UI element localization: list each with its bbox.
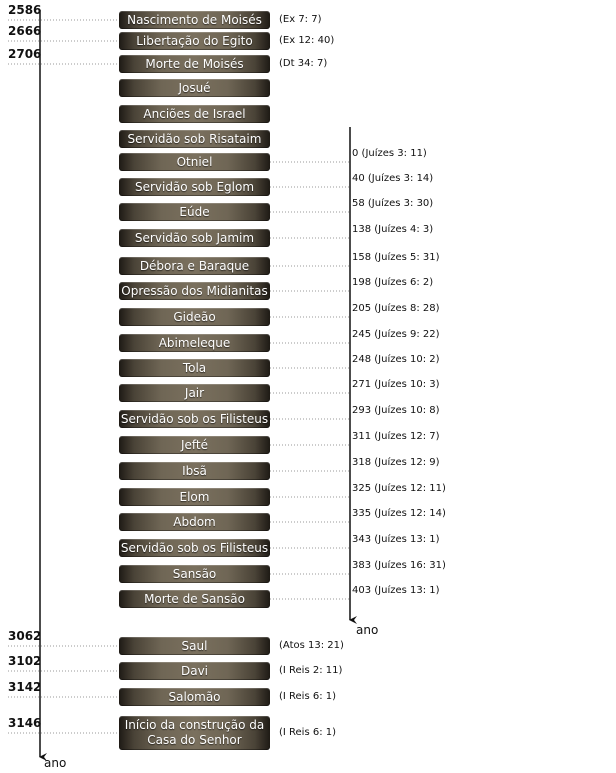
event-box: Eúde	[119, 203, 270, 221]
event-box: Jair	[119, 384, 270, 402]
event-box: Davi	[119, 662, 270, 680]
event-box: Nascimento de Moisés	[119, 11, 270, 29]
event-box: Josué	[119, 79, 270, 97]
event-box: Sansão	[119, 565, 270, 583]
event-year: 3062	[8, 629, 42, 643]
event-reference: (I Reis 6: 1)	[279, 727, 337, 738]
event-box: Débora e Baraque	[119, 257, 270, 275]
event-reference: 343 (Juízes 13: 1)	[352, 534, 440, 545]
event-reference: 403 (Juízes 13: 1)	[352, 585, 440, 596]
event-box: Jefté	[119, 436, 270, 454]
event-reference: 383 (Juízes 16: 31)	[352, 560, 446, 571]
event-reference: 245 (Juízes 9: 22)	[352, 329, 440, 340]
event-reference: (Atos 13: 21)	[279, 640, 344, 651]
event-reference: 158 (Juízes 5: 31)	[352, 252, 440, 263]
event-box: Servidão sob Risataim	[119, 130, 270, 148]
judges-axis-label: ano	[356, 623, 379, 637]
event-box: Salomão	[119, 688, 270, 706]
event-box: Tola	[119, 359, 270, 377]
event-reference: 318 (Juízes 12: 9)	[352, 457, 440, 468]
event-year: 3146	[8, 716, 42, 730]
event-box: Servidão sob os Filisteus	[120, 412, 269, 426]
event-box: Servidão sob os Filisteus	[120, 541, 269, 555]
event-box: Servidão sob Jamim	[119, 229, 270, 247]
event-reference: 138 (Juízes 4: 3)	[352, 224, 434, 235]
event-box: Início da construção da Casa do Senhor	[119, 716, 270, 750]
main-axis-label: ano	[44, 756, 67, 770]
event-reference: 271 (Juízes 10: 3)	[352, 379, 440, 390]
event-box: Ibsã	[119, 462, 270, 480]
event-box: Abdom	[119, 513, 270, 531]
event-reference: 205 (Juízes 8: 28)	[352, 303, 440, 314]
event-box: Otniel	[119, 153, 270, 171]
event-box: Elom	[119, 488, 270, 506]
event-reference: 248 (Juízes 10: 2)	[352, 354, 440, 365]
event-year: 3102	[8, 654, 42, 668]
event-box: Libertação do Egito	[119, 32, 270, 50]
event-reference: (Ex 7: 7)	[279, 14, 322, 25]
event-year: 2666	[8, 24, 42, 38]
event-reference: (Dt 34: 7)	[279, 58, 328, 69]
event-year: 2586	[8, 3, 42, 17]
event-reference: 0 (Juízes 3: 11)	[352, 148, 427, 159]
event-reference: (I Reis 2: 11)	[279, 665, 343, 676]
event-reference: 293 (Juízes 10: 8)	[352, 405, 440, 416]
event-reference: 198 (Juízes 6: 2)	[352, 277, 434, 288]
event-box: Morte de Moisés	[119, 55, 270, 73]
event-box: Opressão dos Midianitas	[119, 282, 270, 300]
event-reference: 40 (Juízes 3: 14)	[352, 173, 434, 184]
event-reference: 335 (Juízes 12: 14)	[352, 508, 446, 519]
event-box: Morte de Sansão	[119, 590, 270, 608]
event-box: Saul	[119, 637, 270, 655]
event-reference: (Ex 12: 40)	[279, 35, 335, 46]
event-box: Gideão	[119, 308, 270, 326]
event-reference: 325 (Juízes 12: 11)	[352, 483, 446, 494]
event-reference: 58 (Juízes 3: 30)	[352, 198, 434, 209]
event-reference: (I Reis 6: 1)	[279, 691, 337, 702]
event-box: Anciões de Israel	[119, 105, 270, 123]
event-box: Servidão sob Eglom	[119, 178, 270, 196]
event-reference: 311 (Juízes 12: 7)	[352, 431, 440, 442]
event-year: 3142	[8, 680, 42, 694]
event-box: Abimeleque	[119, 334, 270, 352]
event-year: 2706	[8, 47, 42, 61]
